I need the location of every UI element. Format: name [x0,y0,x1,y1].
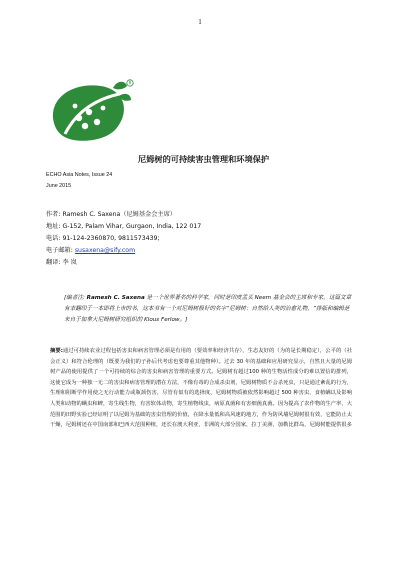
echo-leaf-logo [45,78,135,148]
translator-label: 翻译: [46,259,61,266]
author-name: Ramesh C. Saxena（尼姆基金会主席） [62,211,176,218]
abstract-line: 植，还长在澳大利亚，非洲的大部分国家，拉丁美洲，加勒比群岛，尼姆树能提供很多 [150,422,352,429]
abstract-line: 生态友好的（为的是长期稳定），公平的（社会正义）和符合伦理的（既要为我们的子 [50,348,352,365]
page-number: 1 [198,18,202,26]
abstract-line: 方，作为防风墙尼姆树很有效，它能防止太干燥，尼姆树还在中国南部和巴西大范围种 [50,411,352,429]
abstract-label: 摘要: [50,348,63,354]
abstract-line: 影响超过 500 种害虫，食植螨以及影响人类和动物的螨虫和蜱，寄生线生物，有害 [50,390,352,407]
translator-name: 李 岚 [62,259,77,266]
editor-note-text: 是一个世界著名的科学家，同时是印度孟买 Neem 基金会的主席和专家。这篇文章有幸翻印于一本即将上市的书，这本书有一个对尼姆树极好的名字“尼姆树：自然给人类的治愈礼物，”排版和编辑是来自于加拿大尼姆树研究组织的 Klous Ferlow。] [64,295,352,323]
editor-note-prefix: [编者注: [64,295,87,301]
series-date: June 2015 [46,183,72,189]
email-row [46,245,201,257]
abstract-line: 通过可持续农业过程包括害虫和病害管理必须是有用的（要效率和经济共存）， [62,348,248,354]
document-title: 尼姆树的可持续害虫管理和环境保护 [138,154,270,164]
email-link[interactable]: susaxena@sify.com [74,247,136,254]
phone-row [46,233,201,245]
email-label: 电子邮箱: [46,247,73,254]
series-issue: ECHO Asia Notes, Issue 24 [46,172,113,178]
abstract-line: 软体动物，寄生植物线虫，病原真菌和有害细菌真菌。因为提高了农作物的生产率，大 [150,400,352,407]
abstract [50,346,352,431]
author-row [46,209,201,221]
author-meta [46,209,201,269]
editor-note [64,293,354,326]
phone-label: 电话: [46,235,61,242]
abstract-line: 的潜在方法，不像有毒的合成杀虫剂，尼姆树物质不会杀死虫，只是通过紊乱的行为， [150,379,352,386]
abstract-line: 范围的田野实验已经证明了以尼姆为基础的害虫管理的价值，在降水量低和高风速的地 [50,411,252,418]
editor-note-author: Ramesh C. Saxena [86,295,145,301]
translator-row [46,257,201,269]
svg-text:R: R [128,80,132,86]
address-row [46,221,201,233]
abstract-line: 生理和阻断学作用使之无行动能力或瓶颈伤害，尽管有似有的选择度，尼姆树物质被依然 [50,390,259,397]
series-info [46,170,112,192]
address-value: G-152, Palam Vihar, Gurgaon, India, 122 017 [62,223,202,230]
address-label: 地址: [46,223,61,230]
abstract-line: 孙后代考虑也要尊重其他物种）。过去 30 年的基础和应用研究显示，自然且大量的尼 [146,358,347,365]
abstract-line: 姆树产品的使用提供了一个可持续的综合的害虫和病害管理的重要方式。尼姆树有超过 [50,358,352,376]
phone-value: 91-124-2360870, 9811573439; [62,235,160,242]
author-label: 作者: [46,211,61,218]
abstract-line: 100 种的生物活性成分的难以置信的排列，这使它成为一种独一无二的害虫和病害管理 [50,369,352,386]
